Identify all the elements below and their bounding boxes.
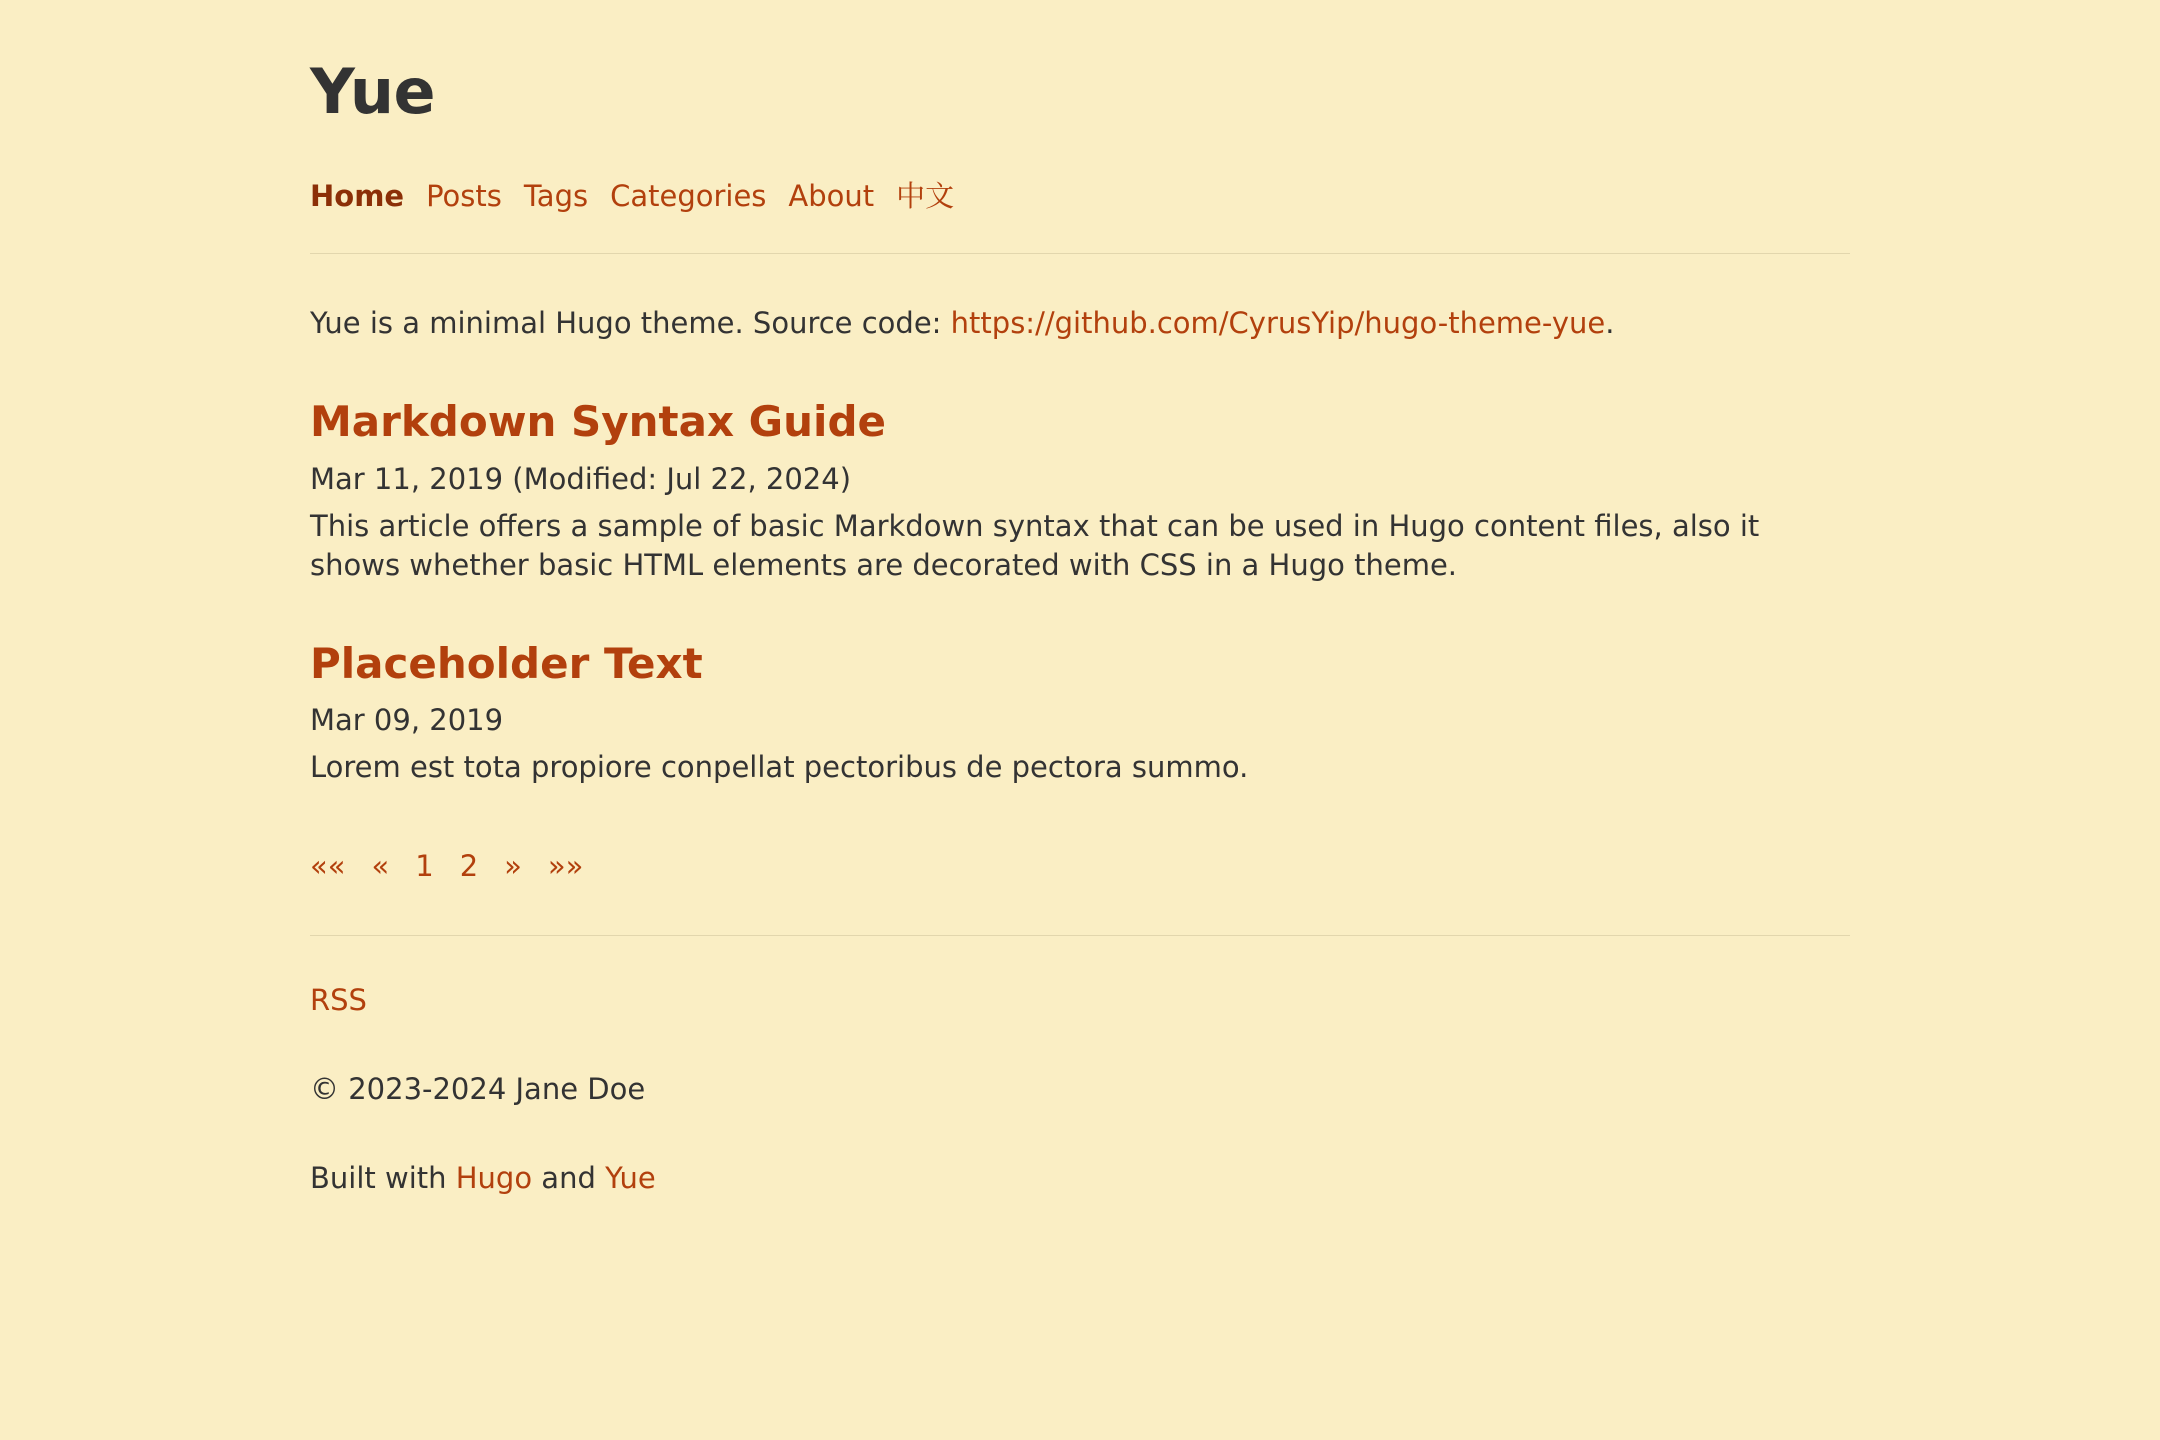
nav-item-categories[interactable]: Categories	[610, 179, 767, 214]
nav-item-tags[interactable]: Tags	[523, 179, 589, 214]
nav-item-chinese[interactable]: 中文	[896, 179, 955, 214]
built-middle: and	[532, 1160, 606, 1195]
main-navigation	[310, 174, 1850, 215]
post-summary: Lorem est tota propiore conpellat pectoribus de pectora summo.	[310, 749, 1249, 784]
post-summary: This article offers a sample of basic Markdown syntax that can be used in Hugo content files, also it shows whether basic HTML elements are decorated with CSS in a Hugo theme.	[310, 508, 1760, 583]
site-title: Yue	[310, 55, 436, 128]
pagination-last[interactable]: »»	[547, 849, 584, 884]
copyright-text: © 2023-2024 Jane Doe	[310, 1072, 646, 1107]
site-description	[310, 302, 1850, 344]
footer-divider	[310, 935, 1850, 936]
post-date: Mar 11, 2019 (Modified: Jul 22, 2024)	[310, 461, 852, 496]
pagination	[310, 849, 1850, 883]
pagination-previous[interactable]: «	[371, 849, 390, 884]
pagination-next[interactable]: »	[504, 849, 522, 884]
rss-link[interactable]: RSS	[310, 983, 367, 1018]
post-title-link[interactable]: Markdown Syntax Guide	[310, 397, 887, 447]
pagination-page-2[interactable]: 2	[459, 849, 479, 884]
built-prefix: Built with	[310, 1160, 456, 1195]
source-code-link[interactable]: https://github.com/CyrusYip/hugo-theme-yue	[950, 306, 1606, 341]
rss-row	[310, 980, 1850, 1021]
yue-link[interactable]: Yue	[605, 1160, 656, 1195]
intro-text-before: Yue is a minimal Hugo theme. Source code:	[310, 306, 951, 341]
pagination-first[interactable]: ««	[310, 849, 346, 884]
post-list-item	[310, 640, 1850, 788]
site-footer	[310, 980, 1850, 1198]
nav-item-about[interactable]: About	[788, 179, 875, 214]
post-date: Mar 09, 2019	[310, 702, 504, 737]
pagination-page-1[interactable]: 1	[415, 849, 434, 884]
header-divider	[310, 253, 1850, 254]
intro-text-after: .	[1605, 306, 1615, 341]
nav-item-home[interactable]: Home	[310, 179, 405, 214]
post-list-item	[310, 398, 1850, 585]
nav-item-posts[interactable]: Posts	[426, 179, 502, 214]
hugo-link[interactable]: Hugo	[455, 1160, 533, 1195]
built-with-text	[310, 1158, 1850, 1199]
post-title-link[interactable]: Placeholder Text	[310, 638, 703, 688]
